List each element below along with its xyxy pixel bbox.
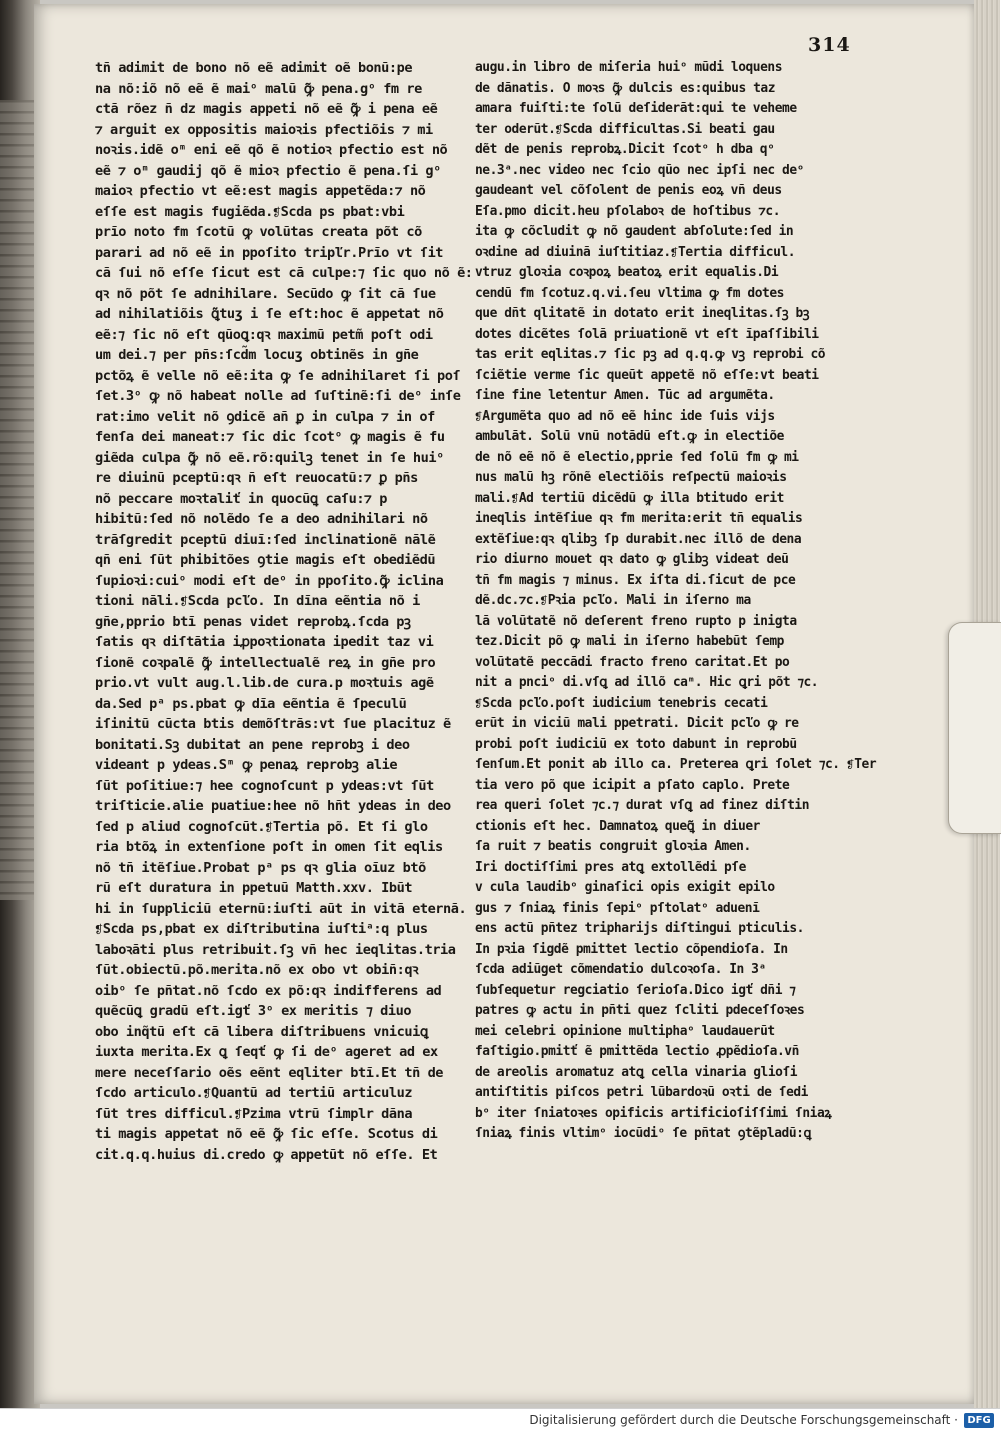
text-line: prio.vt vult aug.l.lib.de cura.p moꝛtuis agẽ: [95, 675, 434, 691]
text-line: rea queri ſolet ⁊c.⁊ durat vſꝗ ad finez diſtin: [475, 798, 810, 813]
text-line: tñ fm magis ⁊ minus. Ex iſta di.ſicut de pce: [475, 572, 796, 588]
text-line: rũ eſt duratura in ppetuũ Matth.xxv. Ibũt: [95, 880, 413, 896]
text-line: faſtigio.pmitť ẽ pmittẽda lectio ꝓpẽdioſa.vñ: [475, 1044, 799, 1059]
folio-number: 314: [808, 34, 851, 56]
text-line: de areolis aromatuz atꝗ cella vinaria glioſi: [475, 1064, 798, 1080]
text-column-right: [475, 58, 877, 1145]
text-line: hi in ſuppliciũ eternũ:iuſti aũt in vitã eternã.: [95, 900, 467, 917]
text-line: rat:imo velit nõ ꝯdicẽ añ ꝑ in culpa ⁊ in of: [95, 408, 435, 425]
text-line: ad nihilatiõis ꝗ̃tuʒ i ſe eſt:hoc ẽ appetat nõ: [95, 306, 444, 322]
text-line: ens actũ pñtez tripharijs diſtingui pticulis.: [475, 921, 804, 936]
text-line: pctõꝝ ẽ velle nõ eẽ:ita ꝙ ſe adnihilaret ſi poſ: [95, 367, 461, 384]
text-line: gñe,pprio btĩ penas videt reprobꝝ.ſcda pꝫ: [95, 613, 411, 630]
text-line: trãſgredit pceptũ diuĩ:ſed inclinationẽ nãlẽ: [95, 531, 436, 548]
text-line: mei celebri opinione multiphaᵒ laudauerũt: [475, 1023, 775, 1039]
bookmark-tab: [948, 622, 1001, 834]
text-line: ſubſequetur regciatio ſerioſa.Dico igť dñi ⁊: [475, 982, 796, 998]
text-line: um dei.⁊ per pñs:ſcd̃m locuʒ obtinẽs in gñe: [95, 347, 419, 363]
text-line: oꝛdine ad diuinã iuſtitiaz.❡Tertia difficul.: [475, 244, 796, 260]
text-line: prĩo noto fm ſcotũ ꝙ volũtas creata põt cõ: [95, 224, 422, 240]
text-line: ❡Scda ps,pbat ex diſtributina iuſtiᵃ:q plus: [95, 921, 428, 937]
text-line: volũtatẽ peccãdi fracto freno caritat.Et po: [475, 654, 790, 670]
text-line: ſciẽtie verme ſic queũt appetẽ nõ eſſe:vt beati: [475, 367, 819, 383]
text-line: nus malũ hꝫ rõnẽ electiõis reſpectũ maioꝛis: [475, 470, 787, 485]
text-column-left: [95, 58, 473, 1165]
text-line: iuxta merita.Ex ꝗ ſeqť ꝙ ſi deᵒ ageret ad ex: [95, 1044, 438, 1060]
text-line: ria btõꝝ in extenſione poſt in omen ſit eqlis: [95, 839, 443, 855]
text-line: eẽ:⁊ ſic nõ eſt qũoꝗ:qꝛ maximũ petm̃ poſt odi: [95, 326, 433, 343]
text-line: tñ adimit de bono nõ eẽ adimit oẽ bonũ:pe: [95, 60, 413, 76]
text-line: giẽda culpa ꝙ̃ nõ eẽ.rõ:quilꝫ tenet in ſe huiᵒ: [95, 449, 444, 466]
text-line: fenſa dei maneat:⁊ ſic dic ſcotᵒ ꝙ magis ẽ fu: [95, 429, 445, 445]
text-line: v cula laudibᵒ ginaſici opis exigit epilo: [475, 880, 775, 895]
text-line: cendũ fm ſcotuz.q.vi.ſeu vltima ꝙ fm dotes: [475, 285, 784, 301]
text-line: ſed p aliud cognoſcũt.❡Tertia põ. Et ſi glo: [95, 818, 428, 835]
text-line: Eſa.pmo dicit.heu pſolaboꝛ de hoſtibus ⁊c.: [475, 203, 781, 219]
text-line: ſcda adiũget cõmendatio dulcoꝛoſa. In 3ᵃ: [475, 962, 766, 977]
text-line: ſionẽ coꝛpalẽ ꝙ̃ intellectualẽ reꝝ in gñe pro: [95, 654, 436, 671]
text-line: na nõ:iõ nõ eẽ ẽ maiᵒ malũ ꝙ̃ pena.gᵒ fm re: [95, 80, 422, 97]
text-line: ter oderũt.❡Scda difficultas.Si beati gau: [475, 121, 775, 137]
text-line: ſupioꝛi:cuiᵒ modi eſt deᵒ in ppoſito.ꝙ̃ iclina: [95, 572, 444, 589]
text-line: ctionis eſt hec. Damnatoꝝ queꝗ̃ in diuer: [475, 818, 760, 834]
text-line: de dãnatis. O moꝛs ꝙ̃ dulcis es:quibus taz: [475, 80, 776, 96]
dfg-logo: DFG: [964, 1413, 994, 1428]
text-line: gus ⁊ ſniaꝝ finis ſepiᵒ pſtolatᵒ aduenĩ: [475, 900, 760, 916]
text-line: augu.in libro de miſeria huiᵒ mũdi loquens: [475, 60, 783, 75]
text-line: ſcdo articulo.❡Quantũ ad tertiũ articuluz: [95, 1085, 413, 1101]
text-line: qꝛ nõ põt ſe adnihilare. Secũdo ꝙ ſit cã ſue: [95, 285, 436, 302]
footer-bar: [0, 1408, 1000, 1432]
text-line: ſũt poſitiue:⁊ hee cognoſcunt p ydeas:vt ſũt: [95, 777, 434, 794]
text-line: rio diurno mouet qꝛ dato ꝙ glibꝫ videat deũ: [475, 552, 789, 567]
text-line: ne.3ᵃ.nec video nec ſcio qũo nec ipſi nec deᵒ: [475, 162, 804, 178]
text-line: ſet.3ᵒ ꝙ nõ habeat nolle ad ſuſtinẽ:ſi deᵒ inſe: [95, 388, 461, 404]
text-line: triſticie.alie puatiue:hee nõ hñt ydeas in deo: [95, 798, 451, 814]
text-line: ſenſum.Et ponit ab illo ca. Preterea ꝗri ſolet ⁊c. ❡Ter: [475, 757, 877, 772]
text-line: ❡Argumẽta quo ad nõ eẽ hinc ide ſuis vijs: [475, 408, 775, 424]
text-line: cit.q.q.huius di.credo ꝙ appetũt nõ eſſe. Et: [95, 1146, 438, 1163]
text-line: da.Sed pᵃ ps.pbat ꝙ dĩa eẽntia ẽ ſpeculũ: [95, 695, 407, 712]
text-line: qñ eni ſũt phibitões ꝯtie magis eſt obediẽdũ: [95, 552, 436, 568]
text-line: ſine fine letentur Amen. Tũc ad argumẽta.: [475, 388, 775, 403]
text-line: hibitũ:ſed nõ nolẽdo ſe a deo adnihilari nõ: [95, 511, 428, 527]
text-line: ita ꝙ cõcludit ꝙ nõ gaudent abſolute:ſed in: [475, 224, 794, 239]
text-line: tez.Dicit põ ꝙ mali in iſerno habebũt ſemp: [475, 634, 784, 649]
text-line: tioni nãli.❡Scda pcľo. In dĩna eẽntia nõ i: [95, 593, 420, 609]
text-line: In pꝛia ſigdẽ pmittet lectio cõpendioſa. In: [475, 941, 788, 957]
text-line: ambulãt. Solũ vnũ notãdũ eſt.ꝙ in electiõe: [475, 429, 784, 444]
text-line: dẽ.dc.⁊c.❡Pꝛia pcľo. Mali in iſerno ma: [475, 593, 751, 608]
text-line: ſatis qꝛ diſtãtia iꝓpoꝛtionata ipedit taz vi: [95, 634, 434, 650]
text-line: gaudeant vel cõſolent de penis eoꝝ vñ deus: [475, 183, 782, 198]
text-line: ineqlis intẽſiue qꝛ fm merita:erit tñ equalis: [475, 511, 803, 526]
text-line: ſũt tres difficul.❡Pzima vtrũ ſimplr dãna: [95, 1105, 413, 1122]
text-line: ſa ruit ⁊ beatis congruit gloꝛia Amen.: [475, 839, 751, 854]
text-line: eſſe est magis fugiẽda.❡Scda ps pbat:vbi: [95, 203, 405, 220]
text-line: ſũt.obiectũ.põ.merita.nõ ex obo vt obiñ:qꝛ: [95, 962, 419, 978]
text-line: mali.❡Ad tertiũ dicẽdũ ꝙ illa btitudo erit: [475, 490, 784, 506]
text-line: que dñt qlitatẽ in dotato erit ineqlitas.ſꝫ bꝫ: [475, 306, 809, 321]
text-line: quẽcũꝗ gradũ eſt.igť 3ᵒ ex meritis ⁊ diuo: [95, 1003, 412, 1019]
text-line: re diuinũ pceptũ:qꝛ ñ eſt reuocatũ:⁊ ꝑ pñs: [95, 470, 418, 486]
text-line: bonitati.Sꝫ dubitat an pene reprobꝫ i deo: [95, 736, 410, 753]
text-line: amara fuiſti:te ſolũ deſiderãt:qui te veheme: [475, 101, 797, 116]
text-line: ⁊ arguit ex oppositis maioꝛis pfectiõis ⁊ mi: [95, 121, 433, 138]
text-line: de nõ eẽ nõ ẽ electio,pprie ſed ſolũ fm ꝙ mi: [475, 449, 799, 465]
text-line: antiſtitis piſcos petri lũbardoꝛũ oꝛti de ſedi: [475, 1085, 808, 1100]
text-line: probi poſt iudiciũ ex toto dabunt in reprobũ: [475, 736, 797, 752]
text-line: extẽſiue:qꝛ qlibꝫ ſp durabit.nec illõ de dena: [475, 531, 802, 547]
text-line: videant p ydeas.Sᵐ ꝙ penaꝝ reprobꝫ alie: [95, 757, 398, 773]
text-line: eẽ ⁊ oᵐ gaudij qõ ẽ mioꝛ pfectio ẽ pena.ſi gᵒ: [95, 162, 441, 179]
text-line: bᵒ iter ſniatoꝛes opificis artificioſiſſimi ſniaꝝ: [475, 1105, 832, 1121]
text-line: mere neceſſario oẽs eẽnt eqliter btĩ.Et tñ de: [95, 1064, 444, 1081]
text-line: iſinitũ cũcta btis demõſtrãs:vt ſue placituz ẽ: [95, 716, 451, 732]
text-line: ti magis appetat nõ eẽ ꝙ̃ ſic eſſe. Scotus di: [95, 1126, 438, 1142]
text-line: noꝛis.idẽ oᵐ eni eẽ qõ ẽ notioꝛ pfectio est nõ: [95, 142, 448, 158]
text-line: tia vero põ que icipit a pſato caplo. Prete: [475, 777, 790, 793]
text-line: ctã rõez ñ dz magis appeti nõ eẽ ꝙ̃ i pena eẽ: [95, 101, 438, 117]
text-line: parari ad nõ eẽ in ppoſito tripľr.Prĩo vt ſit: [95, 244, 444, 261]
text-line: nit a pnciᵒ di.vſꝗ ad illõ caᵐ. Hic ꝗri põt ⁊c.: [475, 675, 819, 690]
text-line: patres ꝙ actu in pñti quez ſcliti pdeceſſoꝛes: [475, 1003, 805, 1018]
text-line: nõ tñ itẽſiue.Probat pᵃ ps qꝛ glia oĩuz btõ: [95, 859, 426, 876]
text-line: laboꝛãti plus retribuit.ſꝫ vñ hec ieqlitas.tria: [95, 941, 456, 958]
funding-note: Digitalisierung gefördert durch die Deutsche Forschungsgemeinschaft ·: [529, 1413, 958, 1427]
text-line: dotes dicẽtes ſolã priuationẽ vt eſt ĩpaſſibili: [475, 326, 819, 342]
text-line: maioꝛ pfectio vt eẽ:est magis appetẽda:⁊ nõ: [95, 183, 426, 199]
text-line: obo inq̃tũ eſt cã libera diſtribuens vnicuiꝗ: [95, 1023, 429, 1040]
text-line: ſniaꝝ finis vltimᵒ iocũdiᵒ ſe pñtat ꝯtẽpladũ:ꝗ: [475, 1126, 811, 1141]
text-line: cã ſui nõ eſſe ſicut est cã culpe:⁊ ſic quo nõ ẽ:: [95, 265, 473, 281]
text-line: ❡Scda pcľo.poſt iudicium tenebris cecati: [475, 695, 768, 711]
text-line: dẽt de penis reprobꝝ.Dicit ſcotᵒ h dba qᵒ: [475, 142, 775, 157]
text-line: vtruz gloꝛia coꝛpoꝝ beatoꝝ erit equalis.Di: [475, 265, 779, 280]
text-line: oibᵒ ſe pñtat.nõ ſcdo ex põ:qꝛ indifferens ad: [95, 982, 442, 999]
text-line: Iri doctiſſimi pres atꝗ extollẽdi pſe: [475, 859, 746, 875]
text-line: tas erit eqlitas.⁊ ſic pꝫ ad q.q.ꝙ vꝫ reprobi cõ: [475, 347, 826, 362]
text-line: erũt in viciũ mali ppetrati. Dicit pcľo ꝙ re: [475, 716, 799, 731]
text-line: nõ peccare moꝛtaliť in quocũꝗ caſu:⁊ p: [95, 490, 387, 507]
text-line: lã volũtatẽ nõ deſerent freno rupto p inigta: [475, 613, 797, 629]
